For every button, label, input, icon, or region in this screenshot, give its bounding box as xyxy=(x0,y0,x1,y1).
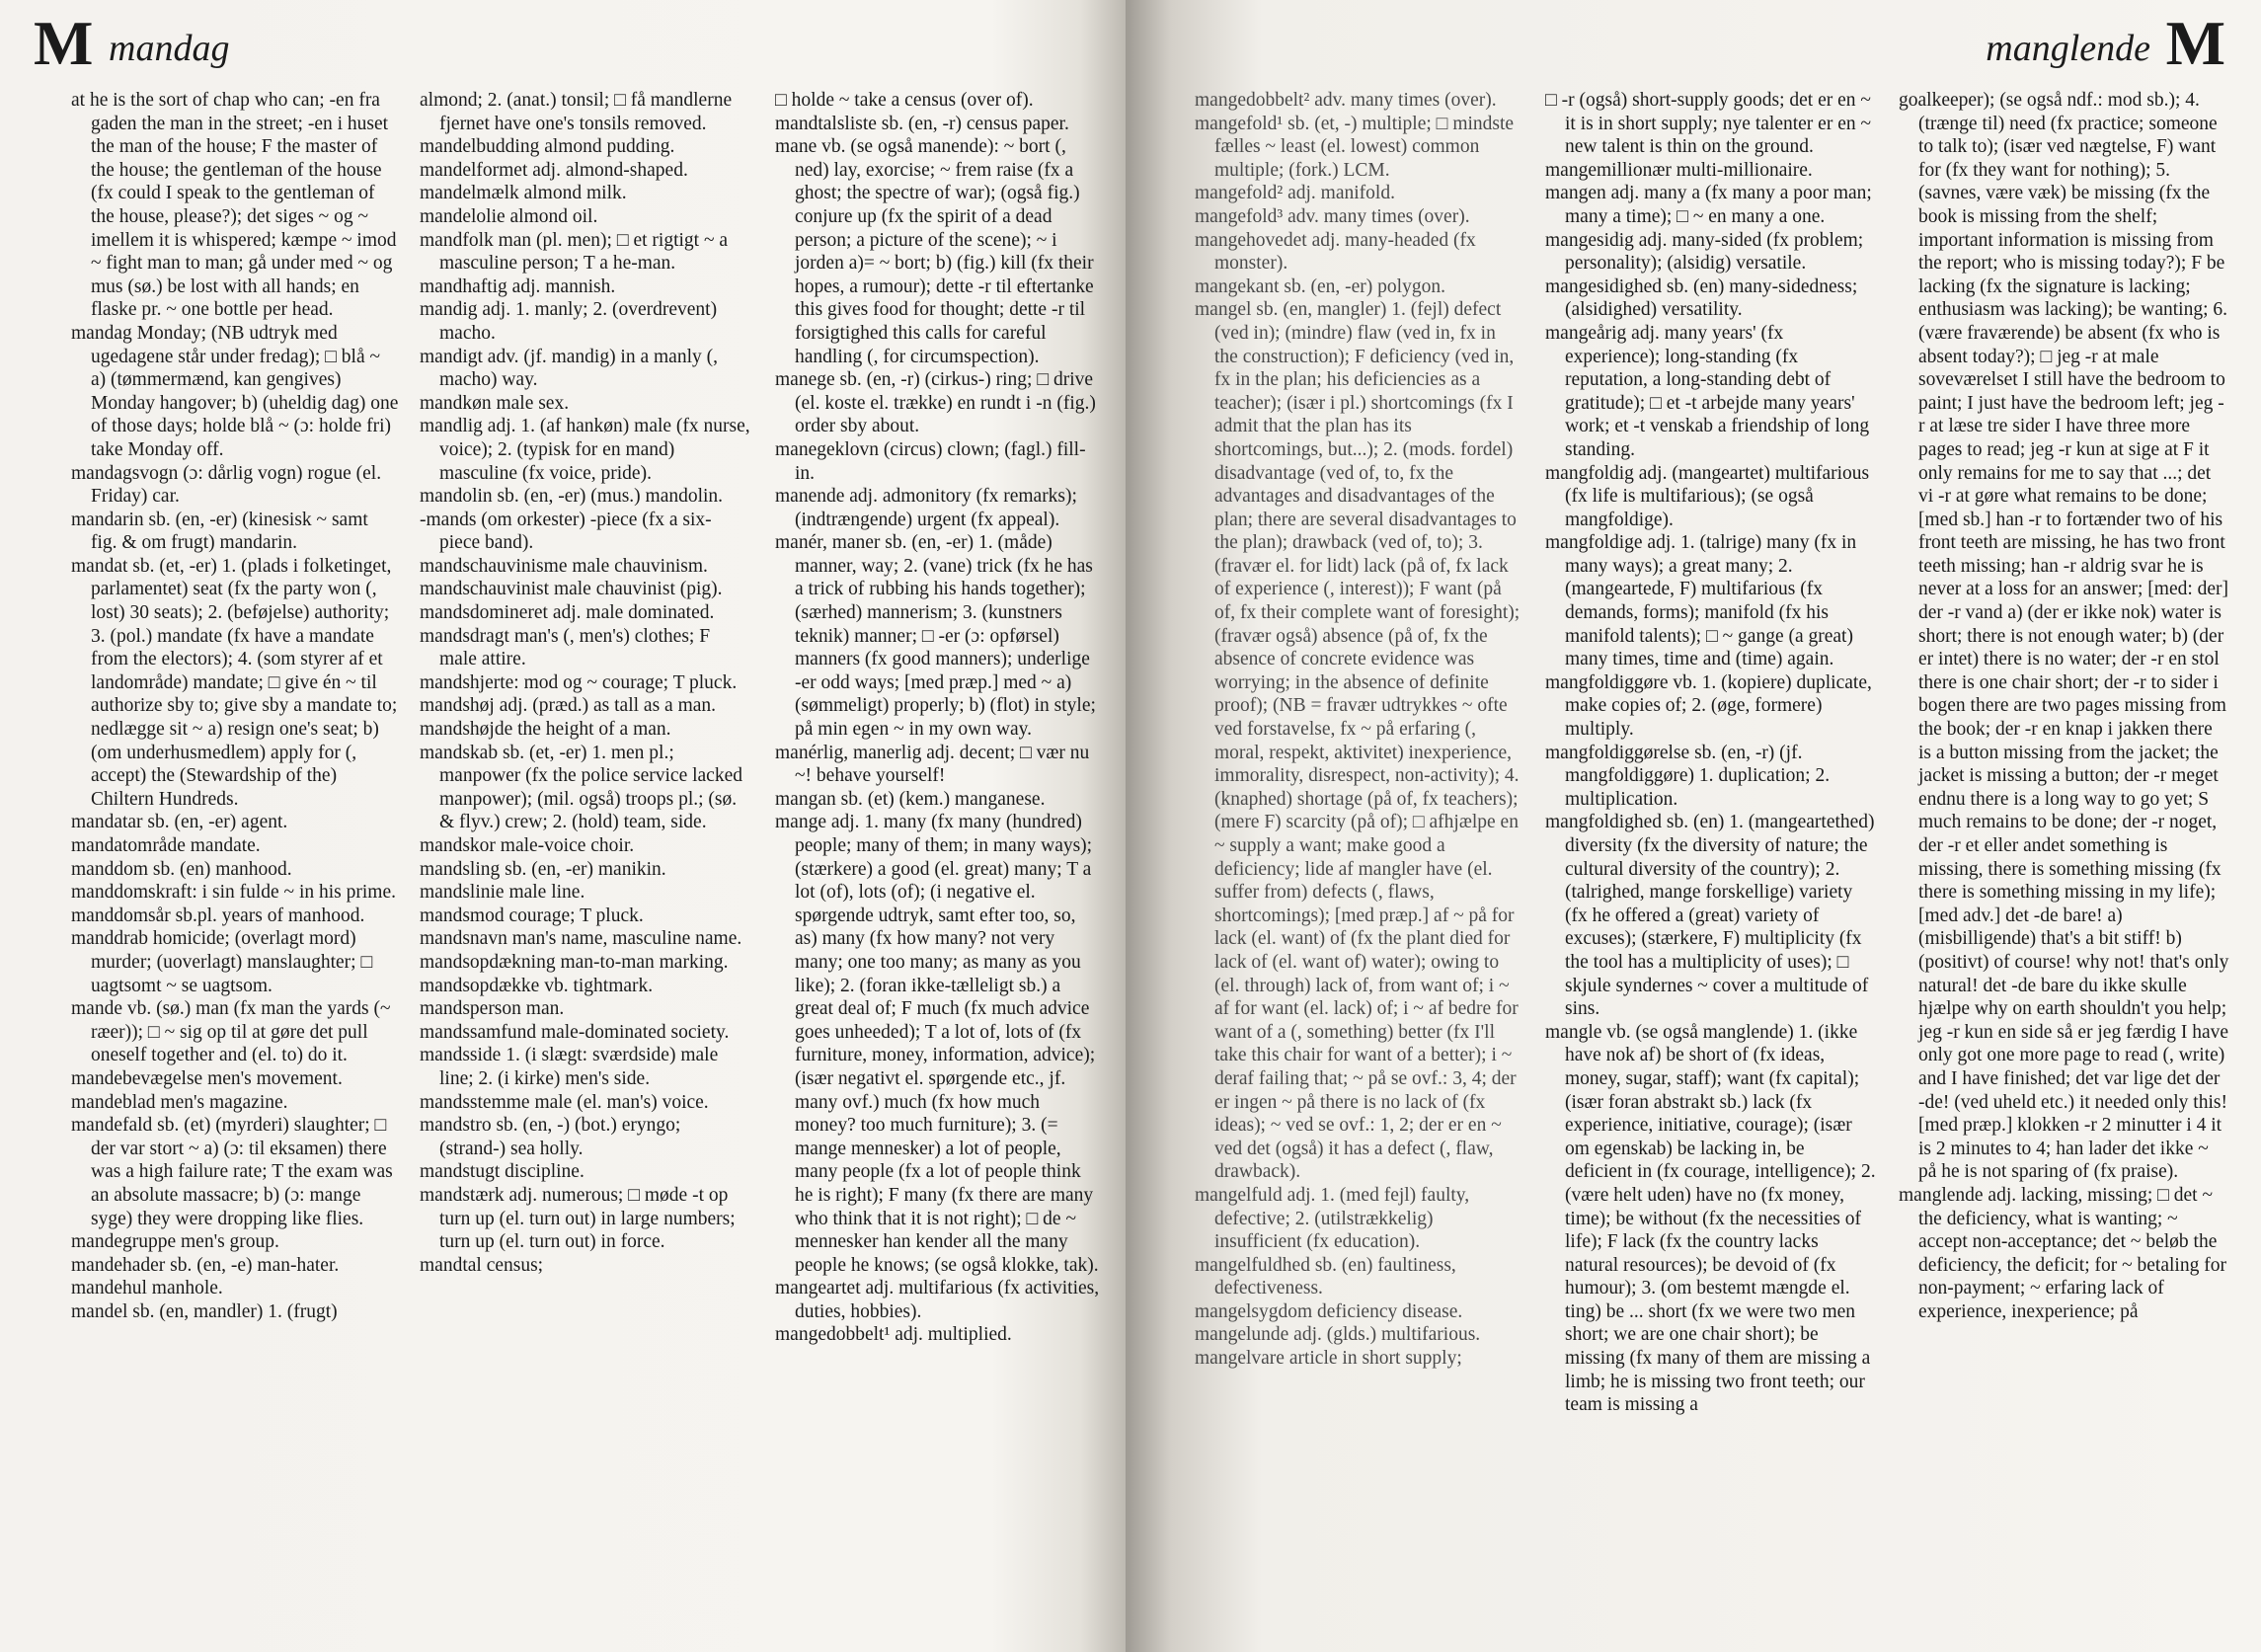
dictionary-entry: mandslinie male line. xyxy=(420,882,585,904)
dictionary-entry: mandeblad men's magazine. xyxy=(71,1091,288,1113)
left-column-3 xyxy=(775,89,1101,1649)
dictionary-entry: mandlig adj. 1. (af hankøn) male (fx nurse, voice); 2. (typisk for en mand) masculine (fx voice, pride). xyxy=(420,416,750,484)
dictionary-entry: mangelsygdom deficiency disease. xyxy=(1195,1300,1463,1322)
right-page xyxy=(1126,0,2261,1652)
dictionary-entry: mandskab sb. (et, -er) 1. men pl.; manpower (fx the police service lacked manpower); (mil. også) troops pl.; (sø. & flyv.) crew; 2. (hold) team, side. xyxy=(420,742,742,833)
dictionary-entry: mandshjerte: mod og ~ courage; T pluck. xyxy=(420,671,738,693)
dictionary-entry: mandsstemme male (el. man's) voice. xyxy=(420,1091,709,1113)
dictionary-entry: mangedobbelt² adv. many times (over). xyxy=(1195,90,1497,111)
dictionary-entry: mandsnavn man's name, masculine name. xyxy=(420,928,742,950)
dictionary-entry: manddomsår sb.pl. years of manhood. xyxy=(71,905,365,926)
dictionary-entry: mangle vb. (se også manglende) 1. (ikke have nok af) be short of (fx ideas, money, sugar, staff); want (fx capital); (især foran abstrakt sb.) lack (fx experience, initiative, courage); (især om egenskab) be lacking in, be deficient in (fx courage, intelligence); 2. (være helt uden) have no (fx money, time); be without (fx the necessities of life); F lack (fx the country lacks natural resources); be devoid of (fx humour); 3. (om bestemt mængde el. ting) be ... short (fx we were two men short; we are one chair short); be missing (fx many of them are missing a limb; he is missing two front teeth; our team is missing a xyxy=(1545,1021,1876,1416)
dictionary-entry: mandstærk adj. numerous; □ møde -t op turn up (el. turn out) in large numbers; turn up (el. turn out) in force. xyxy=(420,1184,736,1253)
right-column-3 xyxy=(1899,89,2229,1649)
dictionary-entry: manddomskraft: i sin fulde ~ in his prime. xyxy=(71,882,397,904)
dictionary-entry: mangeartet adj. multifarious (fx activities, duties, hobbies). xyxy=(775,1278,1100,1322)
dictionary-entry: mandel sb. (en, mandler) 1. (frugt) xyxy=(71,1300,338,1322)
dictionary-entry: mandschauvinisme male chauvinism. xyxy=(420,555,708,577)
dictionary-entry: mandelolie almond oil. xyxy=(420,205,598,227)
dictionary-entry: mangekant sb. (en, -er) polygon. xyxy=(1195,275,1445,297)
dictionary-entry: mangefold² adj. manifold. xyxy=(1195,183,1395,204)
dictionary-entry: mandtal census; xyxy=(420,1254,544,1276)
dictionary-entry: mangemillionær multi-millionaire. xyxy=(1545,159,1813,181)
dictionary-entry: mandsdragt man's (, men's) clothes; F male attire. xyxy=(420,625,711,670)
left-column-2 xyxy=(420,89,751,1649)
dictionary-entry: mandat sb. (et, -er) 1. (plads i folketinget, parlamentet) seat (fx the party won (, lost) 30 seats); 2. (beføjelse) authority; 3. (pol.) mandate (fx have a mandate from the electors); 4. (som styrer af et landområde) mandate; □ give én ~ til authorize sby to; give sby a mandate to; nedlægge sit ~ a) resign one's seat; b) (om underhusmedlem) apply for (, accept) the (Stewardship of the) Chiltern Hundreds. xyxy=(71,555,398,810)
dictionary-entry: mandigt adv. (jf. mandig) in a manly (, macho) way. xyxy=(420,346,718,391)
dictionary-entry: mangedobbelt¹ adj. multiplied. xyxy=(775,1324,1012,1346)
dictionary-entry: mangel sb. (en, mangler) 1. (fejl) defect (ved in); (mindre) flaw (ved in, fx in the construction); F deficiency (ved in, fx in the plan; his deficiencies as a teacher); (især i pl.) shortcomings (fx I admit that the plan has its shortcomings, but...); 2. (mods. fordel) disadvantage (ved of, to, fx the advantages and disadvantages of the plan; there are several disadvantages to the plan); drawback (ved of, to); 3. (fravær el. for lidt) lack (på of, fx lack of experience (, interest)); F want (på of, fx their complete want of foresight); (fravær også) absence (på of, fx the absence of concrete evidence was worrying; in the absence of definite proof); (NB = fravær udtrykkes ~ ofte ved forstavelse, fx ~ på erfaring (, moral, respekt, aktivitet) inexperience, immorality, disrespect, non-activity); 4. (knaphed) shortage (på of, fx teachers); (mere F) scarcity (på of); □ afhjælpe en ~ supply a want; make good a deficiency; lide af mangler have (el. suffer from) defects (, flaws, shortcomings); [med præp.] af ~ på for lack (el. want) of (fx the plant died for lack of (el. want of) water); owing to (el. through) lack of, from want of; i ~ af for want (el. lack) of; i ~ af bedre for want of a (, something) better (fx I'll take this chair for want of a better); i ~ deraf failing that; ~ på se ovf.: 3, 4; der er ingen ~ på there is no lack of (fx ideas); ~ ved se ovf.: 1, 2; der er en ~ ved det (også) it has a defect (, flaw, drawback). xyxy=(1195,299,1520,1183)
dictionary-entry: mandsperson man. xyxy=(420,998,565,1020)
dictionary-entry: mandshøjde the height of a man. xyxy=(420,719,671,741)
dictionary-entry: at he is the sort of chap who can; -en fra gaden the man in the street; -en i huset the man of the house; F the master of the house; the gentleman of the house (fx could I speak to the gentleman of the house, please?); det siges ~ og ~ imellem it is whispered; kæmpe ~ imod ~ fight man to man; gå under med ~ og mus (sø.) be lost with all hands; en flaske pr. ~ one bottle per head. xyxy=(71,90,397,321)
right-column-2 xyxy=(1545,89,1876,1649)
left-header-word: mandag xyxy=(109,28,230,69)
dictionary-entry: mandkøn male sex. xyxy=(420,392,570,414)
dictionary-entry: mangehovedet adj. many-headed (fx monster). xyxy=(1195,229,1476,275)
dictionary-entry: mangfoldige adj. 1. (talrige) many (fx in many ways); a great many; 2. (mangeartede, F) multifarious (fx demands, forms); manifold (fx his manifold talents); □ ~ gange (a great) many times, time and (time) again. xyxy=(1545,532,1857,670)
dictionary-entry: mangelfuldhed sb. (en) faultiness, defectiveness. xyxy=(1195,1254,1456,1299)
dictionary-entry: mandtalsliste sb. (en, -r) census paper. xyxy=(775,113,1069,134)
left-header-letter: M xyxy=(34,8,94,78)
dictionary-entry: mandsmod courage; T pluck. xyxy=(420,905,644,926)
dictionary-entry: manddrab homicide; (overlagt mord) murder; (uoverlagt) manslaughter; □ uagtsomt ~ se uagtsom. xyxy=(71,928,373,996)
dictionary-entry: mandelbudding almond pudding. xyxy=(420,136,675,158)
dictionary-entry: mandig adj. 1. manly; 2. (overdrevent) macho. xyxy=(420,299,718,344)
dictionary-entry: mandshøj adj. (præd.) as tall as a man. xyxy=(420,695,717,717)
dictionary-entry: mandagsvogn (ɔ: dårlig vogn) rogue (el. Friday) car. xyxy=(71,462,382,508)
dictionary-entry: mangefold³ adv. many times (over). xyxy=(1195,205,1470,227)
dictionary-entry: mande vb. (sø.) man (fx man the yards (~ ræer)); □ ~ sig op til at gøre det pull oneself together and (el. to) do it. xyxy=(71,998,391,1066)
dictionary-entry: manege sb. (en, -r) (cirkus-) ring; □ drive (el. koste el. trække) en rundt i -n (fig.) order sby about. xyxy=(775,369,1096,437)
dictionary-entry: mandolin sb. (en, -er) (mus.) mandolin. xyxy=(420,486,724,508)
dictionary-entry: mangesidig adj. many-sided (fx problem; personality); (alsidig) versatile. xyxy=(1545,229,1864,275)
dictionary-entry: manglende adj. lacking, missing; □ det ~ the deficiency, what is wanting; ~ accept non-acceptance; det ~ beløb the deficiency, the deficit; for ~ betaling for non-payment; ~ erfaring lack of experience, inexperience; på xyxy=(1899,1184,2226,1322)
dictionary-entry: almond; 2. (anat.) tonsil; □ få mandlerne fjernet have one's tonsils removed. xyxy=(420,90,733,134)
dictionary-entry: mandag Monday; (NB udtryk med ugedagene står under fredag); □ blå ~ a) (tømmermænd, kan gengives) Monday hangover; b) (uheldig dag) one of those days; holde blå ~ (ɔ: holde fri) take Monday off. xyxy=(71,322,399,460)
left-page xyxy=(0,0,1126,1652)
dictionary-entry: mangefold¹ sb. (et, -) multiple; □ mindste fælles ~ least (el. lowest) common multiple; (fork.) LCM. xyxy=(1195,113,1515,181)
dictionary-entry: mandstro sb. (en, -) (bot.) eryngo; (strand-) sea holly. xyxy=(420,1115,681,1159)
dictionary-entry: mandskor male-voice choir. xyxy=(420,835,635,856)
dictionary-entry: goalkeeper); (se også ndf.: mod sb.); 4. (trænge til) need (fx practice; someone to talk to); (især ved nægtelse, F) want for (fx they want for nothing); 5. (savnes, være væk) be missing (fx the book is missing from the shelf; important information is missing from the report; who is missing today?); F be lacking (fx the signature is lacking; enthusiasm was lacking); be wanting; 6. (være fraværende) be absent (fx who is absent today?); □ jeg -r at male soveværelset I still have the bedroom to paint; I just have the bedroom left; jeg -r at læse tre sider I have three more pages to read; jeg -r kun at sige at F it only remains for me to say that ...; det vi -r at gøre what remains to be done; [med sb.] han -r to fortænder two of his front teeth are missing, he has two front teeth missing; han -r aldrig svar he is never at a loss for an answer; [med: der] der -r vand a) (der er ikke nok) water is short; there is not enough water; b) (der er intet) there is no water; der -r en stol there is one chair short; der -r to sider i bogen there are two pages missing from the book; der -r en knap i jakken there is a button missing from the jacket; the jacket is missing a button; der -r meget endnu there is a long way to go yet; S much remains to be done; der -r noget, der -r et eller andet something is missing, there is something missing (fx there is something missing in my life); [med adv.] det -de bare! a) (misbilligende) that's a bit stiff! b) (positivt) of course! why not! that's only natural! det -de bare du ikke skulle hjælpe why on earth shouldn't you help; jeg -r kun en side så er jeg færdig I have only got one more page to read (, write) and I have finished; det var lige det der -de! (ved uheld etc.) it needed only this! [med præp.] klokken -r 2 minutter i 4 it is 2 minutes to 4; han lader det ikke ~ på he is not sparing of (fx praise). xyxy=(1899,90,2229,1183)
dictionary-entry: □ -r (også) short-supply goods; det er en ~ it is in short supply; nye talenter er en ~ new talent is thin on the ground. xyxy=(1545,90,1872,158)
dictionary-entry: mangfoldiggøre vb. 1. (kopiere) duplicate, make copies of; 2. (øge, formere) multiply. xyxy=(1545,671,1872,741)
dictionary-entry: manddom sb. (en) manhood. xyxy=(71,858,292,880)
dictionary-entry: mangen adj. many a (fx many a poor man; many a time); □ ~ en many a one. xyxy=(1545,183,1872,227)
dictionary-entry: -mands (om orkester) -piece (fx a six-piece band). xyxy=(420,509,712,554)
dictionary-entry: mangesidighed sb. (en) many-sidedness; (alsidighed) versatility. xyxy=(1545,275,1858,321)
dictionary-entry: mandefald sb. (et) (myrderi) slaughter; □ der var stort ~ a) (ɔ: til eksamen) there was a high failure rate; T the exam was an absolute massacre; b) (ɔ: mange syge) they were dropping like flies. xyxy=(71,1115,393,1229)
dictionary-entry: mandehader sb. (en, -e) man-hater. xyxy=(71,1254,340,1276)
dictionary-entry: mandstugt discipline. xyxy=(420,1161,585,1183)
dictionary-entry: mandsopdække vb. tightmark. xyxy=(420,975,654,996)
dictionary-entry: mandschauvinist male chauvinist (pig). xyxy=(420,579,723,600)
dictionary-entry: mandfolk man (pl. men); □ et rigtigt ~ a masculine person; T a he-man. xyxy=(420,229,729,275)
dictionary-entry: manegeklovn (circus) clown; (fagl.) fill-in. xyxy=(775,438,1086,484)
dictionary-entry: mangfoldiggørelse sb. (en, -r) (jf. mangfoldiggøre) 1. duplication; 2. multiplication. xyxy=(1545,742,1831,810)
dictionary-entry: mangfoldig adj. (mangeartet) multifarious (fx life is multifarious); (se også mangfoldige). xyxy=(1545,462,1870,530)
dictionary-entry: mandsling sb. (en, -er) manikin. xyxy=(420,858,666,880)
dictionary-entry: □ holde ~ take a census (over of). xyxy=(775,90,1034,111)
dictionary-entry: mandegruppe men's group. xyxy=(71,1231,279,1253)
dictionary-entry: manér, maner sb. (en, -er) 1. (måde) manner, way; 2. (vane) trick (fx he has a trick of rubbing his hands together); (særhed) mannerism; 3. (kunstners teknik) manner; □ -er (ɔ: opførsel) manners (fx good manners); underlige -er odd ways; [med præp.] med ~ a) (sømmeligt) properly; b) (flot) in style; på min egen ~ in my own way. xyxy=(775,532,1096,741)
right-column-1 xyxy=(1195,89,1522,1649)
right-header-word: manglende xyxy=(1986,28,2150,69)
dictionary-entry: mandatar sb. (en, -er) agent. xyxy=(71,812,288,833)
dictionary-entry: mangeårig adj. many years' (fx experience); long-standing (fx reputation, a long-standing debt of gratitude); □ et -t arbejde many years' work; et -t venskab a friendship of long standing. xyxy=(1545,322,1870,460)
dictionary-entry: mandarin sb. (en, -er) (kinesisk ~ samt fig. & om frugt) mandarin. xyxy=(71,509,368,554)
dictionary-entry: mandsopdækning man-to-man marking. xyxy=(420,951,729,973)
dictionary-entry: mandsside 1. (i slægt: sværdside) male line; 2. (i kirke) men's side. xyxy=(420,1045,719,1089)
dictionary-entry: mangan sb. (et) (kem.) manganese. xyxy=(775,788,1046,810)
dictionary-entry: mane vb. (se også manende): ~ bort (, ned) lay, exorcise; ~ frem raise (fx a ghost; the spectre of war); (også fig.) conjure up (fx the spirit of a dead person; a picture of the scene); ~ i jorden a)= ~ bort; b) (fig.) kill (fx their hopes, a rumour); dette -r til eftertanke this gives food for thought; dette -r til forsigtighed this calls for careful handling (, for circumspection). xyxy=(775,136,1094,367)
right-header-letter: M xyxy=(2165,8,2225,78)
dictionary-entry: mangelunde adj. (glds.) multifarious. xyxy=(1195,1324,1481,1346)
dictionary-entry: mangelfuld adj. 1. (med fejl) faulty, defective; 2. (utilstrækkelig) insufficient (fx education). xyxy=(1195,1184,1470,1253)
dictionary-entry: mange adj. 1. many (fx many (hundred) people; many of them; in many ways); (stærkere) a good (el. great) many; T a lot (of), lots (of); (i negative el. spørgende udtryk, samt efter too, so, as) many (fx how many? not very many; one too many; as many as you like); 2. (foran ikke-tælleligt sb.) a great deal of; F much (fx much advice goes unheeded); T a lot of, lots of (fx furniture, money, information, advice); (især negativt el. spørgende etc., jf. many ovf.) much (fx how much money? too much furniture); 3. (= mange mennesker) a lot of people, many people (fx a lot of people think he is right); F many (fx there are many who think that it is not right); □ de ~ mennesker han kender all the many people he knows; (se også klokke, tak). xyxy=(775,812,1099,1276)
dictionary-entry: mandelmælk almond milk. xyxy=(420,183,627,204)
dictionary-entry: mangfoldighed sb. (en) 1. (mangeartethed) diversity (fx the diversity of nature; the cultural diversity of the country); 2. (talrighed, mange forskellige) variety (fx he offered a (great) variety of excuses); (stærkere, F) multiplicity (fx the tool has a multiplicity of uses); □ skjule syndernes ~ cover a multitude of sins. xyxy=(1545,812,1875,1020)
dictionary-entry: mandsdomineret adj. male dominated. xyxy=(420,602,715,624)
left-column-1 xyxy=(71,89,399,1649)
dictionary-entry: mandehul manhole. xyxy=(71,1278,223,1299)
dictionary-entry: mandhaftig adj. mannish. xyxy=(420,275,616,297)
dictionary-entry: mandatområde mandate. xyxy=(71,835,261,856)
dictionary-entry: manérlig, manerlig adj. decent; □ vær nu ~! behave yourself! xyxy=(775,742,1090,787)
dictionary-entry: manende adj. admonitory (fx remarks); (indtrængende) urgent (fx appeal). xyxy=(775,486,1077,530)
dictionary-entry: mandelformet adj. almond-shaped. xyxy=(420,159,688,181)
dictionary-entry: mangelvare article in short supply; xyxy=(1195,1348,1462,1370)
dictionary-entry: mandssamfund male-dominated society. xyxy=(420,1021,730,1043)
dictionary-entry: mandebevægelse men's movement. xyxy=(71,1067,343,1089)
